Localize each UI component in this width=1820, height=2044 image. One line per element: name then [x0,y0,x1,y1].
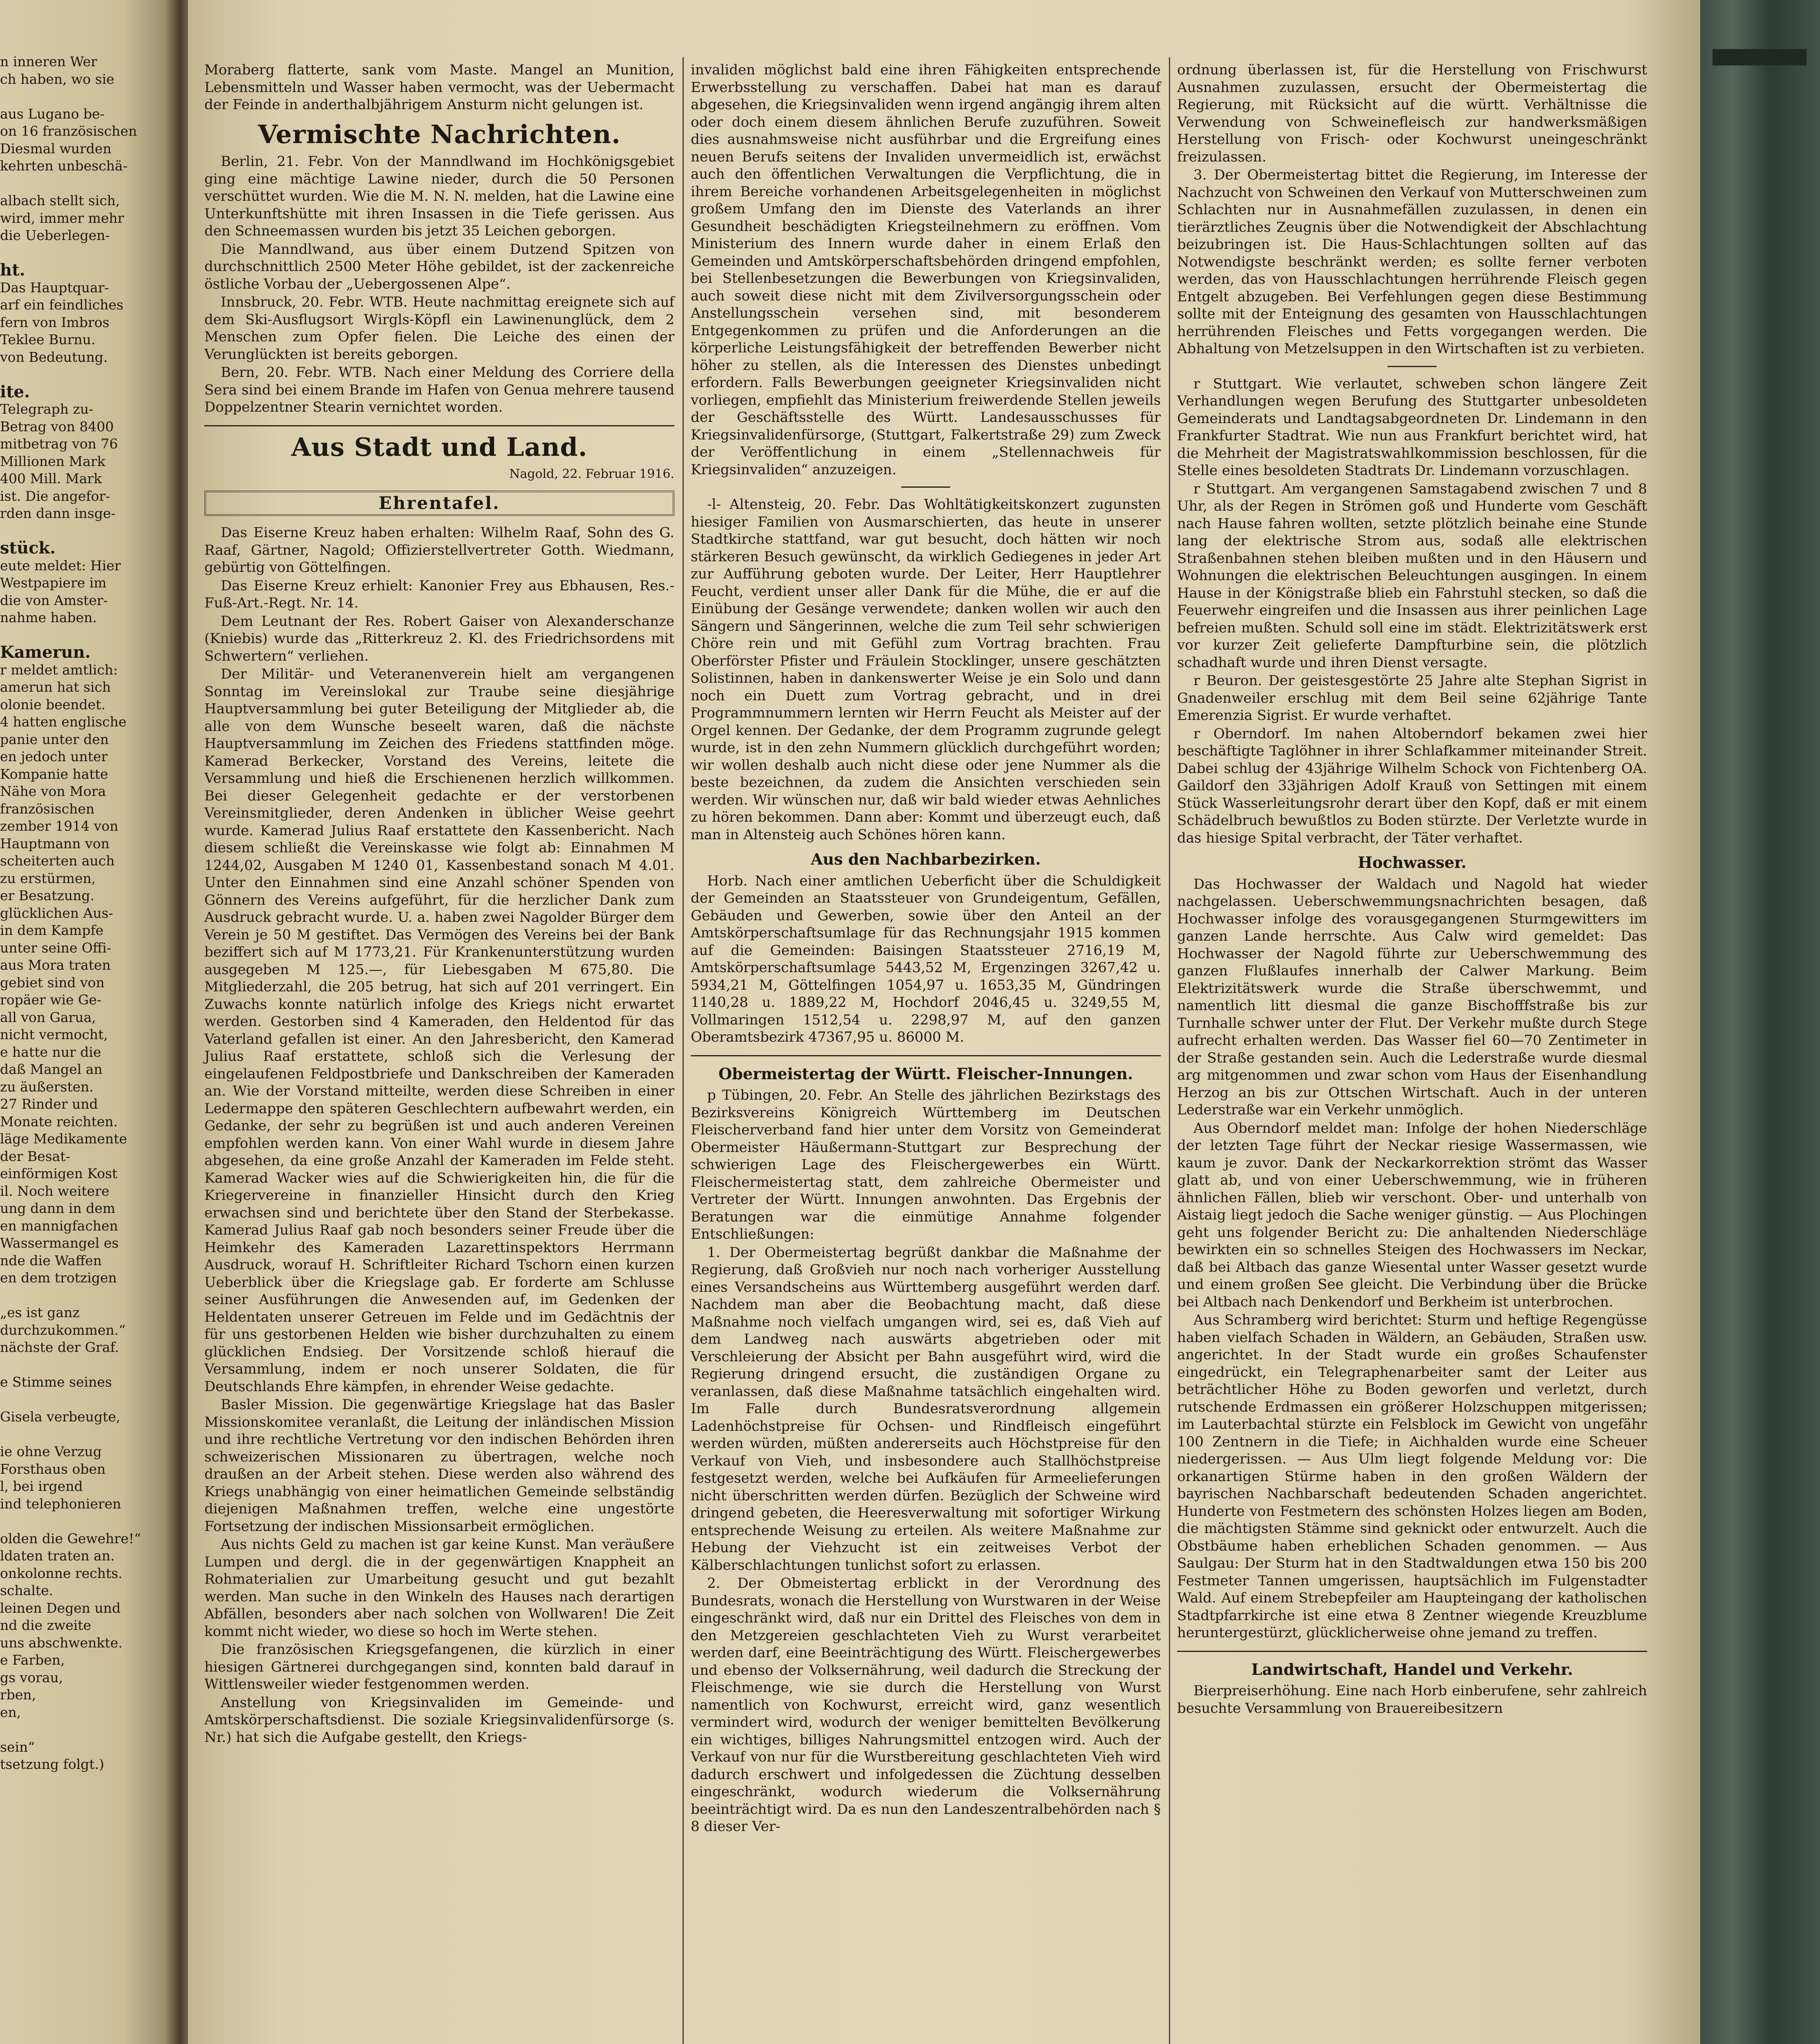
column-divider [1169,57,1170,2044]
left-page-line [0,366,163,383]
section-rule [204,425,674,426]
left-page-line [0,175,163,193]
ehrentafel-banner: Ehrentafel. [204,491,674,516]
left-page-line: „es ist ganz [0,1304,80,1320]
left-page-line: Wassermangel es [0,1235,119,1251]
left-page-line: sein“ [0,1739,35,1755]
left-page-line: ropäer wie Ge- [0,992,102,1008]
left-page-line: läge Medikamente [0,1131,127,1147]
left-page-line: Diesmal wurden [0,140,112,157]
article-heading: Aus den Nachbarbezirken. [810,850,1041,868]
left-page-line: rden dann insge- [0,505,116,521]
left-page-line: aus Mora traten [0,957,111,973]
left-page-line: en, [0,1704,21,1720]
left-page-line: ite. [0,383,30,401]
left-page-line: en jedoch unter [0,749,108,764]
article-paragraph: r Oberndorf. Im nahen Altoberndorf bekamen zwei hier beschäftigte Taglöhner in ihrer Schlafkammer miteinander Streit. Dabei schlug der 43jährige Wilhelm Schock von Fichtenberg OA. Gaildorf den 33jährigen Adolf Krauß von Settingen mit einem Stück Wasserleitungsrohr derart über den Kopf, daß er mit einem Schädelbruch bewußtlos zu Boden stürzte. Der Verletzte wurde in das hiesige Spital verbracht, der Täter verhaftet. [1177,725,1647,846]
left-page-line [0,522,163,540]
article-paragraph: Innsbruck, 20. Febr. WTB. Heute nachmittag ereignete sich auf dem Ski-Ausflugsort Wirgls-Köpfl ein Lawinenunglück, dem 2 Menschen zum Opfer fielen. Die Leiche des einen der Verunglückten ist bereits geborgen. [204,294,674,363]
left-page-line: r meldet amtlich: [0,661,118,678]
left-page-line: nächste der Graf. [0,1339,119,1355]
article-paragraph: Berlin, 21. Febr. Von der Manndlwand im Hochkönigsgebiet ging eine mächtige Lawine nieder, durch die 50 Personen verschüttet wurden. Wie die M. N. N. melden, hat die Lawine eine Unterkunftshütte mit ihren Insassen in die Tiefe gerissen. Aus den Schneemassen wurden bis jetzt 35 Leichen geborgen. [204,153,674,239]
left-page-line: er Besatzung. [0,888,94,903]
left-page-line: Teklee Burnu. [0,332,96,347]
left-page-line: stück. [0,540,56,557]
article-paragraph: invaliden möglichst bald eine ihren Fähigkeiten entsprechende Erwerbsstellung zu verschaffen. Dabei hat man es darauf abgesehen, die Kriegsinvaliden wenn irgend angängig ihrem alten oder doch einem diesem ähnlichen Berufe zuzuführen. Soweit dies ausnahmsweise nicht ausführbar und die Ergreifung eines neuen Berufs seitens der Invaliden unvermeidlich ist, erwächst auch den öffentlichen Verwaltungen die Verpflichtung, die in ihrem Bereiche vorhandenen Arbeitsgelegenheiten in möglichst großem Umfang den im Dienste des Vaterlands an ihrer Gesundheit beschädigten Kriegsteilnehmern zu eröffnen. Vom Ministerium des Innern wurde daher in einem Erlaß den Gemeinden und Amtskörperschaftsbehörden dringend empfohlen, bei Stellenbesetzungen die Bewerbungen von Kriegsinvaliden, auch soweit diese nicht mit dem Zivilversorgungsschein oder Anstellungsschein versehen sind, mit besonderem Entgegenkommen zu prüfen und die Anforderungen an die körperliche Leistungsfähigkeit der betreffenden Bewerber nicht höher zu stellen, als die Interessen des Dienstes unbedingt erfordern. Falls Bewerbungen geeigneter Kriegsinvaliden nicht vorliegen, empfiehlt das Ministerium freiwerdende Stellen jeweils der Geschäftsstelle des Württ. Landesausschusses für Kriegsinvalidenfürsorge, (Stuttgart, Falkertstraße 29) zum Zweck der Veröffentlichung in einem „Stellennachweis für Kriegsinvaliden“ anzuzeigen. [691,62,1161,478]
left-page-line: arf ein feindliches [0,297,123,313]
left-page-line: gs vorau, [0,1669,63,1685]
left-page-line: Forsthaus oben [0,1461,106,1477]
left-page-line: unter seine Offi- [0,939,112,956]
article-paragraph: -l- Altensteig, 20. Febr. Das Wohltätigkeitskonzert zugunsten hiesiger Familien von Ausmarschierten, das heute in unserer Stadtkirche stattfand, war gut besucht, doch hätten wir noch stärkeren Besuch gewünscht, da wirklich Gediegenes in jeder Art zur Aufführung geboten wurde. Der Leiter, Herr Hauptlehrer Feucht, verdient unser aller Dank für die Mühe, die er auf die Einübung der Gesänge verwendete; danken wollen wir auch den Sängern und Sängerinnen, welche die zum Teil sehr schwierigen Chöre rein und mit Gefühl zum Vortrag brachten. Frau Oberförster Pfister und Fräulein Stocklinger, unsere geschätzten Solistinnen, haben in dankenswerter Weise je ein Solo und dann noch ein Duett zum Vortrag gebracht, und in drei Programmnummern lernten wir Herrn Feucht als Meister auf der Orgel kennen. Der Gedanke, der dem Programm zugrunde gelegt wurde, ist in den zehn Nummern glücklich durchgeführt worden; wir wollen deshalb auch nicht diese oder jene Nummer als die beste bezeichnen, da zudem die Ansichten verschieden sein werden. Wir wünschen nur, daß wir bald wieder etwas Aehnliches zu hören bekommen. Dann aber: Kommt und überzeugt euch, daß man in Altensteig auch Schönes hören kann. [691,496,1161,843]
section-heading: Vermischte Nachrichten. [258,119,621,149]
left-page-line: kehrten unbeschä- [0,158,128,174]
article-paragraph: Der Militär- und Veteranenverein hielt am vergangenen Sonntag im Vereinslokal zur Traube seine diesjährige Hauptversammlung bei guter Beteiligung der Mitglieder ab, die alle von dem Wunsche beseelt waren, daß die nächste Hauptversammlung im Zeichen des Friedens stattfinden möge. Kamerad Berkecker, Vorstand des Vereins, leitete die Versammlung und hieß die Erschienenen herzlich willkommen. Bei dieser Gelegenheit gedachte er der verstorbenen Vereinsmitglieder, deren Andenken in üblicher Weise geehrt wurde. Kamerad Julius Raaf erstattete den Kassenbericht. Nach diesem schließt die Vereinskasse wie folgt ab: Einnahmen M 1244,02, Ausgaben M 1240 01, Kassenbestand sonach M 4.01. Unter den Einnahmen sind eine Anzahl schöner Spenden von Gönnern des Vereins aufgeführt, für die herzlicher Dank zum Ausdruck gebracht wurde. U. a. haben zwei Nagolder Bürger dem Verein je 50 M gestiftet. Das Vermögen des Vereins bei der Bank beziffert sich auf M 1773,21. Für Krankenunterstützung wurden ausgegeben M 125.—, für Liebesgaben M 675,80. Die Mitgliederzahl, die 205 betrug, hat sich auf 201 verringert. Ein Zuwachs konnte natürlich infolge des Kriegs nicht erwartet werden. Gestorben sind 4 Kameraden, den Heldentod für das Vaterland gefallen ist einer. An den Jahresbericht, den Kamerad Julius Raaf erstattete, schloß sich die Verlesung der eingelaufenen Feldpostbriefe und Dankschreiben der Kameraden an. Wie der Vorstand mitteilte, werden diese Schreiben in einer Ledermappe den späteren Geschlechtern aufbewahrt werden, ein Gedanke, der sehr zu begrüßen ist und auch anderen Vereinen empfohlen werden kann. Von einer Wahl wurde in diesem Jahre abgesehen, da eine große Anzahl der Kameraden im Felde steht. Kamerad Wacker wies auf die Schwierigkeiten hin, die für die Kriegervereine in finanzieller Hinsicht durch den Krieg erwachsen sind und berichtete über den Stand der Sterbekasse. Kamerad Julius Raaf gab noch besonders seiner Freude über die Heimkehr des Kameraden Lazarettinspektors Herrmann Ausdruck, worauf H. Schriftleiter Richard Tschorn einen kurzen Ueberblick über die Kriegslage gab. Er forderte am Schlusse seiner Ausführungen die Anwesenden auf, im Gedenken der Heldentaten unserer Getreuen im Felde und im Gedächtnis der für uns gestorbenen Helden wie bisher durchzuhalten zu einem glücklichen Endsieg. Der Vorsitzende schloß hierauf die Versammlung, indem er noch unserer Soldaten, die für Deutschlands Ehre kämpfen, in ehrender Weise gedachte. [204,666,674,1395]
left-page-line: olonie beendet. [0,696,105,713]
left-page-line: ind telephonieren [0,1495,121,1512]
article-paragraph: Das Eiserne Kreuz erhielt: Kanonier Frey aus Ebhausen, Res.-Fuß-Art.-Regt. Nr. 14. [204,577,674,611]
article-paragraph: Dem Leutnant der Res. Robert Gaiser von Alexanderschanze (Kniebis) wurde das „Ritterkreuz 2. Kl. des Friedrichsordens mit Schwertern“ verliehen. [204,613,674,664]
left-page-line: daß Mangel an [0,1061,103,1077]
left-page-line [0,627,163,644]
left-page-line [0,1356,163,1374]
left-page-line: glücklichen Aus- [0,905,113,921]
short-rule [1388,366,1437,367]
left-page-line: e Farben, [0,1652,65,1668]
article-paragraph: ordnung überlassen ist, für die Herstellung von Frischwurst Ausnahmen zuzulassen, ersucht der Obermeistertag die Regierung, mit Rücksicht auf die württ. Verhältnisse die Verwendung von Schweinefleisch zur handwerksmäßigen Herstellung von Frisch- oder Kochwurst uneingeschränkt freizulassen. [1177,62,1647,165]
article-paragraph: Die französischen Kriegsgefangenen, die kürzlich in einer hiesigen Gärtnerei durchgegangen sind, konnten bald darauf in Wittlensweiler wieder festgenommen werden. [204,1641,674,1692]
left-page-line: schalte. [0,1582,54,1598]
left-page-line: die Ueberlegen- [0,227,110,243]
article-heading: Hochwasser. [1357,853,1467,872]
left-page-line: Nähe von Mora [0,783,106,799]
left-page-line: olden die Gewehre!“ [0,1530,141,1546]
left-page-line: mitbetrag von 76 [0,436,118,452]
left-page-line: 27 Rinder und [0,1096,98,1112]
section-rule [691,1055,1161,1056]
left-page-line: zu erstürmen, [0,870,96,886]
left-page-text-fragments [0,53,163,1773]
left-page-line: ie ohne Verzug [0,1443,102,1459]
article-paragraph: Horb. Nach einer amtlichen Ueberficht über die Schuldigkeit der Gemeinden an Staatssteuer von Grundeigentum, Gefällen, Gebäuden und Gewerben, sowie über den Anteil an der Amtskörperschaftsumlage für das Rechnungsjahr 1915 kommen auf die Gemeinden: Baisingen Staatssteuer 2716,19 M, Amtskörperschaftsumlage 5443,52 M, Ergenzingen 3267,42 u. 5934,21 M, Göttelfingen 1054,97 u. 1653,35 M, Gündringen 1140,28 u. 1889,22 M, Hochdorf 2046,45 u. 3249,55 M, Vollmaringen 1512,54 u. 2298,97 M, auf den ganzen Oberamtsbezirk 47367,95 u. 86000 M. [691,872,1161,1045]
left-page-line: aus Lugano be- [0,105,105,122]
left-page-line: ch haben, wo sie [0,71,114,87]
article-paragraph: Bierpreiserhöhung. Eine nach Horb einberufene, sehr zahlreich besuchte Versammlung von Brauereibesitzern [1177,1683,1647,1717]
left-page-line: ldaten traten an. [0,1548,115,1564]
left-page-line [0,244,163,262]
article-heading: Obermeistertag der Württ. Fleischer-Innungen. [718,1064,1133,1083]
column-1 [204,61,674,1747]
left-page-line: albach stellt sich, [0,193,120,208]
left-page-line: scheiterten auch [0,853,115,869]
left-page-line [0,1721,163,1739]
column-divider [683,57,684,2044]
left-page-line: Kamerun. [0,644,91,661]
column-3 [1177,61,1647,1718]
section-heading: Aus Stadt und Land. [291,432,588,462]
article-paragraph: Aus Oberndorf meldet man: Infolge der hohen Niederschläge der letzten Tage führt der Neckar riesige Wassermassen, wie kaum je zuvor. Dank der Neckarkorrektion strömt das Wasser glatt ab, und von einer Ueberschwemmung, wie in früheren ähnlichen Fällen, blieb wir verschont. Ober- und unterhalb von Aistaig liegt jedoch die Sache weniger günstig. — Aus Plochingen geht uns folgender Bericht zu: Die anhaltenden Niederschläge bewirkten ein so schnelles Steigen des Hochwassers im Neckar, daß bei Altbach das ganze Wiesental unter Wasser gesetzt wurde und einem großen See gleicht. Die Verbindung über die Brücke bei Altbach nach Denkendorf und Berkheim ist unterbrochen. [1177,1120,1647,1310]
left-page-line: nd die zweite [0,1617,92,1633]
section-rule [1177,1651,1647,1652]
article-heading: Landwirtschaft, Handel und Verkehr. [1251,1660,1573,1679]
left-page-line [0,1287,163,1304]
column-2 [691,61,1161,1836]
left-page-line [0,1426,163,1443]
article-paragraph: p Tübingen, 20. Febr. An Stelle des jährlichen Bezirkstags des Bezirksvereins Königreich Württemberg im Deutschen Fleischerverband fand hier unter dem Vorsitz von Gemeinderat Obermeister Häußermann-Stuttgart zur Besprechung der schwierigen Lage des Fleischergewerbes ein Württ. Fleischermeistertag statt, dem zahlreiche Obermeister und Vertreter der Württ. Innungen anwohnten. Das Ergebnis der Beratungen war die einmütige Annahme folgender Entschließungen: [691,1087,1161,1242]
left-page-line: ht. [0,262,25,279]
left-page-line: 400 Mill. Mark [0,471,102,486]
left-page [0,0,176,2044]
article-paragraph: Aus Schramberg wird berichtet: Sturm und heftige Regengüsse haben vielfach Schaden in Wäldern, an Gebäuden, Straßen usw. angerichtet. In der Stadt wurde ein großes Schaufenster eingedrückt, ein Telegraphenarbeiter samt der Leiter aus beträchtlicher Höhe zu Boden geworfen und verletzt, durch rutschende Erdmassen ein größerer Holzschuppen mitgerissen; im Lauterbachtal stürzte ein Felsblock im Gewicht von ungefähr 100 Zentnern in die Tiefe; in Aichhalden wurde eine Scheuer niedergerissen. — Aus Ulm liegt folgende Meldung vor: Die orkanartigen Stürme haben in den großen Wäldern der bayrischen Nachbarschaft bedeutenden Schaden angerichtet. Hunderte von Festmetern des schönsten Holzes liegen am Boden, die mächtigsten Stämme sind geknickt oder entwurzelt. Auch die Obstbäume haben erheblichen Schaden genommen. — Aus Saulgau: Der Sturm hat in den Stadtwaldungen etwa 150 bis 200 Festmeter Tannen umgerissen, hauptsächlich im Fulgenstadter Wald. Auf einem Strebepfeiler am Haupteingang der katholischen Stadtpfarrkirche ist eine etwa 8 Zentner wiegende Kreuzblume heruntergestürzt, glücklicherweise ohne jemand zu treffen. [1177,1312,1647,1641]
left-page-line: on 16 französischen [0,123,137,139]
left-page-line: die von Amster- [0,592,108,608]
left-page-line: Das Hauptquar- [0,279,109,296]
left-page-line: Monate reichten. [0,1113,118,1130]
left-page-line: in dem Kampfe [0,922,104,938]
left-page-line: nde die Waffen [0,1252,102,1269]
left-page-line: ung dann in dem [0,1200,116,1216]
left-page-line: 4 hatten englische [0,714,127,730]
left-page-line: e Stimme seines [0,1374,112,1390]
newspaper-page [188,0,1700,2044]
article-paragraph: Das Eiserne Kreuz haben erhalten: Wilhelm Raaf, Sohn des G. Raaf, Gärtner, Nagold; Offizierstellvertreter Gotth. Wiedmann, gebürtig von Göttelfingen. [204,524,674,576]
left-page-line: Kompanie hatte [0,766,108,782]
left-page-line: zu äußersten. [0,1078,94,1095]
left-page-line: l, bei irgend [0,1478,83,1494]
left-page-line: all von Garua, [0,1009,96,1025]
left-page-line: der Besat- [0,1148,70,1164]
left-page-line: e hatte nur die [0,1044,101,1060]
left-page-line: wird, immer mehr [0,210,124,226]
left-page-line: il. Noch weitere [0,1183,110,1199]
left-page-line [0,88,163,105]
left-page-line: leinen Degen und [0,1600,121,1616]
left-page-line: eute meldet: Hier [0,557,121,574]
article-paragraph: Moraberg flatterte, sank vom Maste. Mangel an Munition, Lebensmitteln und Wasser haben vermocht, was der Uebermacht der Feinde in anderthalbjährigem Ansturm nicht gelungen ist. [204,62,674,113]
left-page-line: fern von Imbros [0,314,110,330]
left-page-line: Westpapiere im [0,575,107,591]
left-page-line [0,1513,163,1530]
left-page-line: nicht vermocht, [0,1026,108,1042]
article-paragraph: Das Hochwasser der Waldach und Nagold hat wieder nachgelassen. Ueberschwemmungsnachrichten besagen, daß Hochwasser infolge des vorausgegangenen Sturmgewitters im ganzen Lande herrschte. Aus Calw wird gemeldet: Das Hochwasser der Nagold führte zur Ueberschwemmung des ganzen Flußlaufes innerhalb der Calwer Markung. Beim Elektrizitätswerk wurde die Straße überschwemmt, und namentlich litt diesmal die ganze Bischofffstraße bis zur Turnhalle schwer unter der Flut. Der Verkehr mußte durch Stege aufrecht erhalten werden. Das Wasser fiel 60—70 Zentimeter in der Straße gestanden sein. Auch die Lederstraße wurde diesmal arg mitgenommen und zwar schon vom Haus der Eisenhandlung Herzog an bis zur Ottschen Wirtschaft. Auch in der unteren Lederstraße war ein Verkehr unmöglich. [1177,876,1647,1118]
left-page-line: Gisela verbeugte, [0,1409,121,1425]
short-rule [901,486,950,488]
article-paragraph: 1. Der Obermeistertag begrüßt dankbar die Maßnahme der Regierung, daß Großvieh nur noch nach vorheriger Ausstellung eines Versandscheins aus Württemberg ausgeführt werden darf. Nachdem man aber die Beobachtung macht, daß diese Maßnahme noch vielfach umgangen wird, sei es, daß Vieh auf dem Landweg nach auswärts abgetrieben oder mit Verschleierung der Absicht per Bahn ausgeführt wird, wird die Regierung dringend ersucht, die zuständigen Organe zu veranlassen, daß diese Maßnahme tatsächlich eingehalten wird. Im Falle durch Bundesratsverordnung allgemein Ladenhöchstpreise für Ochsen- und Rindfleisch eingeführt werden würden, müßten andererseits auch Höchstpreise für den Verkauf von Vieh, und insbesondere auch Stallhöchstpreise festgesetzt werden, welche bei Aufkäufen für Armeelieferungen nicht überschritten werden dürfen. Bezüglich der Schweine wird dringend gebeten, die Heeresverwaltung mit sofortiger Wirkung entsprechende Weisung zu erteilen. Als weitere Maßnahme zur Hebung der Viehzucht ist ein zeitweises Verbot der Kälberschlachtungen tunlichst sofort zu erlassen. [691,1244,1161,1573]
left-page-line: zember 1914 von [0,818,119,834]
article-paragraph: Die Manndlwand, aus über einem Dutzend Spitzen von durchschnittlich 2500 Meter Höhe gebildet, ist der zackenreiche östliche Vorbau der „Uebergossenen Alpe“. [204,241,674,292]
left-page-line: Millionen Mark [0,453,105,469]
article-paragraph: r Beuron. Der geistesgestörte 25 Jahre alte Stephan Sigrist in Gnadenweiler erschlug mit dem Beil seine 62jährige Tante Emerenzia Sigrist. Er wurde verhaftet. [1177,672,1647,724]
left-page-line: amerun hat sich [0,679,111,695]
left-page-line: n inneren Wer [0,54,97,69]
left-page-line: Telegraph zu- [0,401,94,417]
article-paragraph: r Stuttgart. Am vergangenen Samstagabend zwischen 7 und 8 Uhr, als der Regen in Strömen goß und Hunderte vom Geschäft nach Hause fahren wollten, setzte plötzlich beinahe eine Stunde lang der elektrische Strom aus, sodaß alle elektrischen Straßenbahnen stehen bleiben mußten und in den Häusern und Wohnungen die elektrischen Beleuchtungen ausgingen. In einem Hause in der Königstraße blieb ein Fahrstuhl stecken, so daß die Feuerwehr eingreifen und die Insassen aus ihrer peinlichen Lage befreien mußten. Schuld soll eine im städt. Elektrizitätswerk erst vor kurzer Zeit gelieferte Dampfturbine sein, die plötzlich schadhaft wurde und ihren Dienst versagte. [1177,480,1647,671]
left-page-line: von Bedeutung. [0,349,108,365]
left-page-line: en dem trotzigen [0,1270,117,1286]
left-page-line: rben, [0,1687,36,1703]
left-page-line: uns abschwenkte. [0,1634,123,1651]
dateline: Nagold, 22. Februar 1916. [509,467,674,481]
left-page-line: durchzukommen.“ [0,1322,126,1338]
left-page-line: nahme haben. [0,610,97,625]
article-paragraph: 2. Der Obmeistertag erblickt in der Verordnung des Bundesrats, wonach die Herstellung von Wurstwaren in der Weise eingeschränkt wird, daß nur ein Drittel des Fleisches von dem in den Metzgereien geschlachteten Vieh zu Wurst verarbeitet werden darf, eine Beeinträchtigung des Württ. Fleischergewerbes und ebenso der Volksernährung, weil dadurch die Streckung der Fleischmenge, wie sie durch die Herstellung von Wurst namentlich von Kochwurst, erreicht wird, ganz wesentlich vermindert wird, wodurch der weniger bemittelten Bevölkerung ein wichtiges, billiges Nahrungsmittel entzogen wird. Auch der Verkauf von nur für die Wurstbereitung geschlachteten Vieh wird dadurch erschwert und infolgedessen die Züchtung desselben eingeschränkt, wodurch wiederum die Volksernährung beeinträchtigt wird. Da es nun den Landeszentralbehörden nach § 8 dieser Ver- [691,1575,1161,1835]
left-page-line: Hauptmann von [0,835,110,852]
left-page-line: onkolonne rechts. [0,1565,123,1581]
left-page-line: Betrag von 8400 [0,418,114,435]
book-binding-edge [1696,0,1820,2044]
left-page-line: ist. Die angefor- [0,488,110,504]
article-paragraph: Anstellung von Kriegsinvaliden im Gemeinde- und Amtskörperschaftsdienst. Die soziale Kriegsinvalidenfürsorge (s. Nr.) hat sich die Aufgabe gestellt, den Kriegs- [204,1694,674,1746]
left-page-line: gebiet sind von [0,974,105,991]
left-page-line [0,1391,163,1409]
article-paragraph: Bern, 20. Febr. WTB. Nach einer Meldung des Corriere della Sera sind bei einem Brande im Hafen von Genua mehrere tausend Doppelzentner Stearin vernichtet worden. [204,364,674,415]
article-paragraph: Aus nichts Geld zu machen ist gar keine Kunst. Man veräußere Lumpen und dergl. die in der gegenwärtigen Knappheit an Rohmaterialien zur Umarbeitung gesucht und gut bezahlt werden. Man suche in den Winkeln des Hauses nach derartigen Abfällen, besonders aber nach solchen von Wollwaren! Die Zeit kommt nicht wieder, wo diese so hoch im Werte stehen. [204,1536,674,1640]
left-page-line: panie unter den [0,731,109,747]
article-paragraph: Basler Mission. Die gegenwärtige Kriegslage hat das Basler Missionskomitee veranlaßt, die Leitung der inländischen Mission und ihre rechtliche Vertretung vor den indischen Behörden ihren schweizerischen Missionaren zu übertragen, welche noch draußen an der Arbeit stehen. Diese werden also während des Kriegs unabhängig von einer heimatlichen Gemeinde selbständig diejenigen Maßnahmen treffen, welche eine ungestörte Fortsetzung der indischen Missionsarbeit ermöglichen. [204,1396,674,1535]
left-page-line: französischen [0,800,95,817]
left-page-line: en mannigfachen [0,1217,118,1234]
left-page-line: einförmigen Kost [0,1165,118,1181]
article-paragraph: r Stuttgart. Wie verlautet, schweben schon längere Zeit Verhandlungen wegen Berufung des Stuttgarter unbesoldeten Gemeinderats und Landtagsabgeordneten Dr. Lindemann in den Frankfurter Stadtrat. Wie nun aus Frankfurt berichtet wird, hat die Mehrheit der Magistratswahlkommission beschlossen, für die Stelle eines besoldeten Stadtrats Dr. Lindemann vorzuschlagen. [1177,375,1647,479]
left-page-line: tsetzung folgt.) [0,1756,104,1772]
article-paragraph: 3. Der Obermeistertag bittet die Regierung, im Interesse der Nachzucht von Schweinen den Verkauf von Mutterschweinen zum Schlachten nur in Ausnahmefällen zuzulassen, in denen ein tierärztliches Zeugnis über die Notwendigkeit der Abschlachtung beizubringen ist. Die Haus-Schlachtungen sollten auf das Notwendigste beschränkt werden; es sollte ferner verboten werden, das von Hausschlachtungen herrührende Fleisch gegen Entgelt abzugeben. Bei Verfehlungen gegen diese Bestimmung sollte mit der Enteignung des gesamten von Hausschlachtungen herrührenden Fleisches und Fetts vorgegangen werden. Die Abhaltung von Metzelsuppen in den Wirtschaften ist zu verbieten. [1177,167,1647,357]
